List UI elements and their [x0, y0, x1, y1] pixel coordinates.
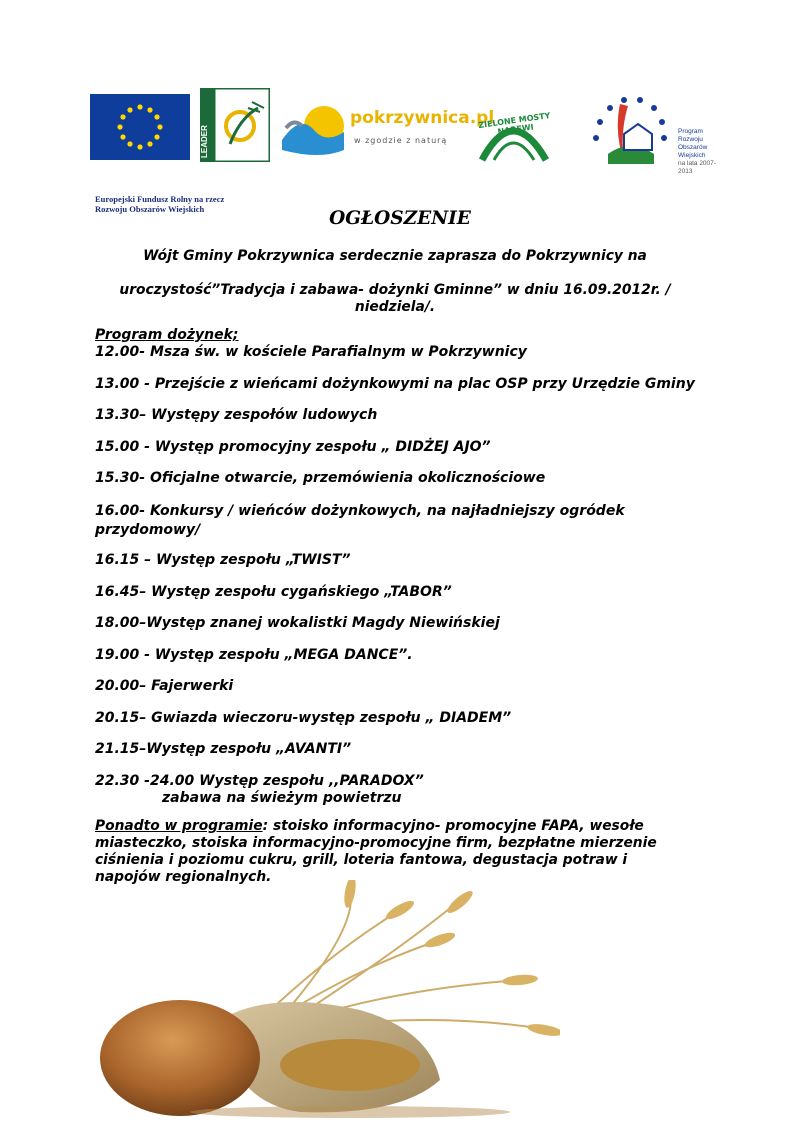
prow-text — [678, 128, 730, 176]
program-item-subline: zabawa na świeżym powietrzu — [162, 790, 402, 806]
program-item: 16.00- Konkursy / wieńców dożynkowych, na najładniejszy ogródek przydomowy/ — [95, 503, 625, 538]
program-heading: Program dożynek; — [95, 327, 239, 343]
fund-caption-line: Rozwoju Obszarów Wiejskich — [95, 204, 205, 214]
program-item: 19.00 - Występ zespołu „MEGA DANCE”. — [95, 647, 413, 663]
prow-line: Rozwoju — [678, 136, 703, 143]
prow-line: Program — [678, 128, 703, 135]
program-item: 13.00 - Przejście z wieńcami dożynkowymi na plac OSP przy Urzędzie Gminy — [95, 376, 695, 392]
grain-pile — [280, 1039, 420, 1091]
program-item: 16.45– Występ zespołu cygańskiego „TABOR” — [95, 584, 452, 600]
program-item: 15.30- Oficjalne otwarcie, przemówienia okolicznościowe — [95, 470, 546, 486]
bread-wheat-illustration — [100, 880, 560, 1120]
intro-line-1: Wójt Gminy Pokrzywnica serdecznie zaprasza do Pokrzywnicy na — [143, 248, 647, 264]
bread-loaf — [100, 1000, 260, 1116]
intro-line-3: niedziela/. — [354, 299, 436, 315]
logo-strip — [0, 84, 800, 184]
leader-logo — [200, 88, 270, 162]
prow-logo — [590, 92, 730, 176]
pokrzywnica-wave-icon — [280, 100, 346, 160]
program-item: 22.30 -24.00 Występ zespołu ,,PARADOX” — [95, 773, 424, 789]
prow-emblem-icon — [590, 92, 670, 176]
program-item: 20.15– Gwiazda wieczoru-występ zespołu „ DIADEM” — [95, 710, 512, 726]
program-item: 18.00–Występ znanej wokalistki Magdy Niewińskiej — [95, 615, 500, 631]
program-item: 20.00– Fajerwerki — [95, 678, 234, 694]
extra-program — [95, 818, 695, 886]
page-title: OGŁOSZENIE — [329, 208, 471, 229]
program-item: 13.30– Występy zespołów ludowych — [95, 407, 378, 423]
wheat-ears — [342, 880, 560, 1038]
eu-stars-icon — [90, 94, 190, 160]
zielone-mosty-logo — [468, 98, 558, 168]
eu-flag-logo — [90, 94, 190, 160]
zielone-mosty-text: ZIELONE MOSTY NAREWI — [477, 111, 551, 137]
program-item: 21.15–Występ zespołu „AVANTI” — [95, 741, 352, 757]
prow-line: na lata 2007-2013 — [678, 160, 716, 175]
fund-caption-line: Europejski Fundusz Rolny na rzecz — [95, 194, 225, 204]
program-item: 15.00 - Występ promocyjny zespołu „ DIDŻEJ AJO” — [95, 439, 491, 455]
pokrzywnica-name: pokrzywnica.pl — [350, 108, 495, 128]
extra-label: Ponadto w programie — [95, 818, 263, 834]
prow-line: Wiejskich — [678, 152, 706, 159]
prow-line: Obszarów — [678, 144, 708, 151]
pokrzywnica-logo — [280, 100, 495, 160]
leader-text: LEADER — [200, 125, 209, 158]
program-item: 16.15 – Występ zespołu „TWIST” — [95, 552, 351, 568]
intro-line-2: uroczystość”Tradycja i zabawa- dożynki Gminne” w dniu 16.09.2012r. / — [119, 282, 671, 298]
program-item: 12.00- Msza św. w kościele Parafialnym w Pokrzywnicy — [95, 344, 527, 360]
pokrzywnica-tagline: w zgodzie z naturą — [354, 136, 448, 145]
extra-text: : stoisko informacyjno- promocyjne FAPA, wesołe miasteczko, stoiska informacyjno-promocyjne firm, bezpłatne mierzenie ciśnienia i poziomu cukru, grill, loteria fantowa, degustacja potraw i napojów regionalnych. — [95, 818, 657, 885]
